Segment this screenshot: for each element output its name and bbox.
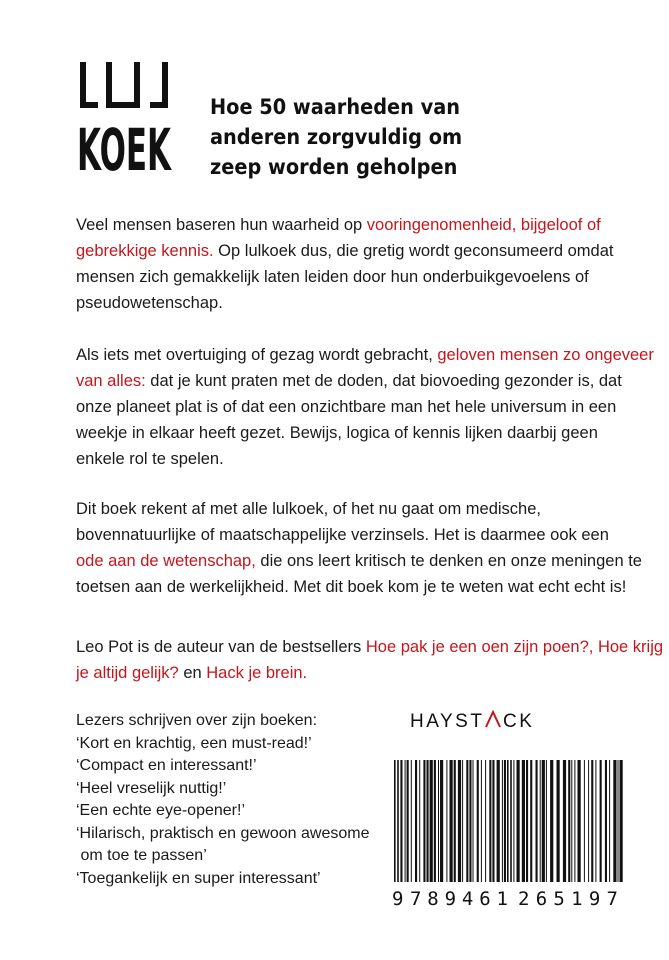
paragraph-line — [76, 574, 636, 600]
barcode-guard-bar — [397, 760, 399, 900]
barcode-bar — [450, 760, 453, 882]
book-subtitle — [210, 92, 486, 182]
highlighted-text: Hoe pak je een oen zijn poen?, Hoe krijg — [365, 638, 664, 656]
claims-paragraph — [76, 342, 654, 472]
paragraph-line — [76, 368, 636, 394]
book-paragraph — [76, 496, 642, 600]
subtitle-line: anderen zorgvuldig om — [210, 125, 463, 149]
barcode-bar — [591, 760, 593, 882]
barcode-bar — [458, 760, 461, 882]
barcode-bar — [605, 760, 607, 882]
barcode-bar — [568, 760, 570, 882]
barcode-bar — [526, 760, 528, 882]
body-text: die ons leert kritisch te denken en onze meningen te — [255, 552, 642, 570]
barcode-bar — [550, 760, 553, 882]
highlighted-text: gebrekkige kennis. — [76, 242, 214, 260]
barcode-bar — [477, 760, 479, 882]
logo-l-left — [80, 62, 98, 108]
body-text: en — [178, 664, 207, 682]
paragraph-line — [76, 238, 636, 264]
barcode-bar — [588, 760, 589, 882]
highlighted-text: je altijd gelijk? — [76, 664, 179, 682]
isbn-barcode — [390, 760, 630, 910]
barcode-bar — [497, 760, 500, 882]
barcode-guard-bar — [507, 760, 509, 900]
body-text: Leo Pot is de auteur van de bestsellers — [76, 638, 366, 656]
barcode-bar — [618, 760, 619, 882]
body-text: enkele rol te spelen. — [76, 450, 224, 468]
quote-line: ‘Een echte eye-opener!’ — [76, 802, 245, 819]
barcode-bar — [411, 760, 412, 882]
paragraph-line — [76, 660, 636, 686]
highlighted-text: Hack je brein. — [206, 664, 308, 682]
barcode-bar — [517, 760, 520, 882]
barcode-guard-bar — [510, 760, 512, 900]
body-text: mensen zich gemakkelijk laten leiden door hun onderbuikgevoelens of — [76, 268, 589, 286]
paragraph-line — [76, 548, 642, 574]
barcode-bar — [446, 760, 447, 882]
body-text: weekje in elkaar heeft gezet. Bewijs, logica of kennis lijken daarbij geen — [76, 424, 598, 442]
barcode-bar — [546, 760, 547, 882]
barcode-bar — [620, 760, 623, 882]
barcode-bar — [466, 760, 468, 882]
quote-line: ‘Toegankelijk en super interessant’ — [76, 869, 321, 887]
barcode-bar — [469, 760, 471, 882]
subtitle-line: Hoe 50 waarheden van — [210, 95, 460, 119]
barcode-bar — [423, 760, 425, 882]
quotes-heading: Lezers schrijven over zijn boeken: — [76, 712, 318, 729]
paragraph-line — [76, 212, 636, 238]
paragraph-line — [76, 342, 654, 368]
body-text: toetsen aan de werkelijkheid. Met dit boek kom je te weten wat echt echt is! — [76, 578, 627, 596]
barcode-bars — [394, 760, 623, 900]
barcode-bar — [530, 760, 532, 882]
highlighted-text: vooringenomenheid, bijgeloof of — [366, 216, 601, 234]
logo-l-right — [150, 62, 168, 108]
body-text: bovennatuurlijke of maatschappelijke verzinsels. Het is daarmee ook een — [76, 526, 609, 544]
barcode-bar — [540, 760, 541, 882]
quote-line: ‘Heel vreselijk nuttig!’ — [76, 779, 227, 797]
paragraph-line — [76, 264, 636, 290]
body-text: Als iets met overtuiging of gezag wordt gebracht, — [76, 346, 438, 364]
barcode-bar — [571, 760, 572, 882]
isbn-group-1: 789461 — [410, 888, 508, 910]
isbn-first-digit: 9 — [392, 888, 404, 910]
lulkoek-logo — [76, 58, 173, 184]
barcode-bar — [595, 760, 596, 882]
haystack-publisher-logo — [410, 708, 535, 732]
barcode-guard-bar — [394, 760, 396, 900]
publisher-triangle-icon — [486, 712, 500, 727]
reader-quotes — [76, 710, 369, 890]
barcode-bar — [430, 760, 433, 882]
barcode-bar — [434, 760, 436, 882]
barcode-bar — [492, 760, 494, 882]
barcode-bar — [600, 760, 602, 882]
barcode-bar — [513, 760, 514, 882]
quote-line: ‘Compact en interessant!’ — [76, 757, 257, 774]
barcode-bar — [481, 760, 482, 882]
author-paragraph — [76, 634, 664, 686]
body-text: dat je kunt praten met de doden, dat biovoeding gezonder is, dat — [145, 372, 622, 390]
paragraph-line — [76, 522, 636, 548]
barcode-bar — [557, 760, 560, 882]
barcode-bar — [574, 760, 575, 882]
barcode-bar — [584, 760, 585, 882]
subtitle-line: zeep worden geholpen — [210, 155, 458, 179]
barcode-bar — [489, 760, 491, 882]
highlighted-text: van alles: — [76, 372, 146, 390]
body-text: pseudowetenschap. — [76, 294, 223, 312]
quote-line: om toe te passen’ — [76, 847, 207, 864]
paragraph-line — [76, 446, 636, 472]
barcode-bar — [578, 760, 581, 882]
barcode-bar — [502, 760, 503, 882]
body-text: Op lulkoek dus, die gretig wordt geconsumeerd omdat — [213, 242, 614, 260]
body-text: Dit boek rekent af met alle lulkoek, of het nu gaat om medische, — [76, 500, 541, 518]
barcode-bar — [462, 760, 463, 882]
barcode-bar — [400, 760, 402, 882]
barcode-bar — [542, 760, 545, 882]
highlighted-text: ode aan de wetenschap, — [76, 552, 256, 570]
highlighted-text: geloven mensen zo ongeveer — [437, 346, 654, 364]
barcode-bar — [419, 760, 420, 882]
barcode-bar — [440, 760, 443, 882]
barcode-bar — [405, 760, 406, 882]
isbn-group-2: 265197 — [518, 888, 618, 910]
barcode-bar — [438, 760, 439, 882]
barcode-bar — [473, 760, 474, 882]
body-text: Veel mensen baseren hun waarheid op — [76, 216, 367, 234]
paragraph-line — [76, 290, 636, 316]
barcode-bar — [613, 760, 616, 882]
logo-u — [106, 62, 140, 108]
barcode-bar — [522, 760, 525, 882]
barcode-bar — [609, 760, 610, 882]
logo-word-koek: KOEK — [77, 116, 173, 184]
publisher-name-right: CK — [503, 711, 535, 732]
paragraph-line — [76, 634, 664, 660]
paragraph-line — [76, 394, 636, 420]
barcode-bar — [485, 760, 486, 882]
barcode-bar — [536, 760, 538, 882]
publisher-name-left: HAYST — [410, 711, 485, 732]
barcode-bar — [504, 760, 506, 882]
barcode-bar — [454, 760, 456, 882]
paragraph-line — [76, 496, 636, 522]
barcode-bar — [427, 760, 429, 882]
barcode-bar — [563, 760, 566, 882]
quote-line: ‘Kort en krachtig, een must-read!’ — [76, 734, 312, 752]
barcode-bar — [415, 760, 417, 882]
paragraph-line — [76, 420, 636, 446]
barcode-bar — [407, 760, 409, 882]
body-text: onze planeet plat is of dat een onzichtbare man het hele universum in een — [76, 398, 617, 416]
intro-paragraph — [76, 212, 636, 316]
quote-line: ‘Hilarisch, praktisch en gewoon awesome — [76, 824, 370, 842]
